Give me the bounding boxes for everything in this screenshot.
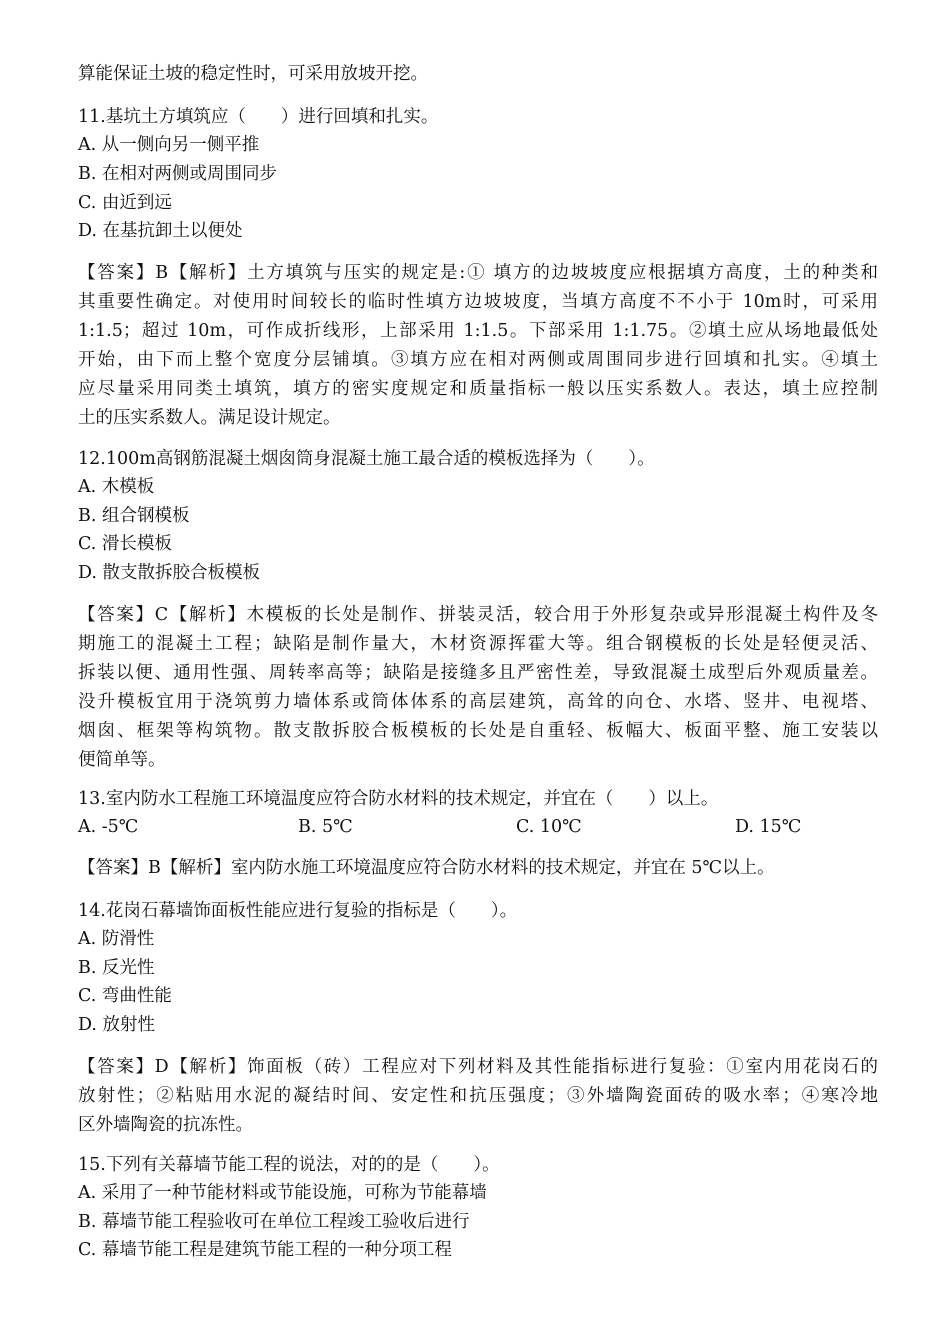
- q12-answer-line-2: 期施工的混凝土工程；缺陷是制作量大，木材资源挥霍大等。组合钢模板的长处是轻便灵活、: [78, 634, 878, 654]
- q13-option-c: C. 10℃: [516, 817, 582, 837]
- q12-answer-line-6: 便简单等。: [78, 750, 166, 770]
- q13-option-a: A. -5℃: [78, 817, 139, 837]
- q11-answer-line-1: 【答案】B【解析】土方填筑与压实的规定是:① 填方的边坡坡度应根据填方高度，土的种类和: [78, 263, 878, 283]
- q12-answer-line-5: 烟囱、框架等构筑物。散支散拆胶合板模板的长处是自重轻、板幅大、板面平整、施工安装以: [78, 721, 878, 741]
- q11-answer-line-2: 其重要性确定。对使用时间较长的临时性填方边坡坡度，当填方高度不不小于 10m时，可采用: [78, 292, 878, 312]
- q12-answer-line-3: 拆装以便、通用性强、周转率高等；缺陷是接缝多且严密性差，导致混凝土成型后外观质量差。: [78, 663, 878, 683]
- q13-answer-line-1: 【答案】B【解析】室内防水施工环境温度应符合防水材料的技术规定，并宜在 5℃以上。: [78, 858, 775, 878]
- q12-answer-line-1: 【答案】C【解析】木模板的长处是制作、拼装灵活，较合用于外形复杂或异形混凝土构件及冬: [78, 605, 878, 625]
- q14-answer-line-3: 区外墙陶瓷的抗冻性。: [78, 1115, 253, 1135]
- question-13-stem: 13.室内防水工程施工环境温度应符合防水材料的技术规定，并宜在（ ）以上。: [78, 789, 719, 809]
- q13-options-row: [78, 816, 878, 838]
- q12-answer-line-4: 没升模板宜用于浇筑剪力墙体系或筒体体系的高层建筑，高耸的向仓、水塔、竖井、电视塔、: [78, 692, 878, 712]
- q15-option-a: A. 采用了一种节能材料或节能设施，可称为节能幕墙: [78, 1183, 487, 1203]
- q15-option-b: B. 幕墙节能工程验收可在单位工程竣工验收后进行: [78, 1212, 470, 1232]
- q13-option-b: B. 5℃: [298, 817, 353, 837]
- q14-answer-line-2: 放射性；②粘贴用水泥的凝结时间、安定性和抗压强度；③外墙陶瓷面砖的吸水率；④寒冷地: [78, 1086, 878, 1106]
- question-12-stem: 12.100m高钢筋混凝土烟囱筒身混凝土施工最合适的模板选择为（ ）。: [78, 449, 655, 469]
- q12-option-c: C. 滑长模板: [78, 534, 172, 554]
- q11-option-c: C. 由近到远: [78, 193, 172, 213]
- q11-answer-line-6: 土的压实系数人。满足设计规定。: [78, 408, 341, 428]
- question-14-stem: 14.花岗石幕墙饰面板性能应进行复验的指标是（ ）。: [78, 901, 518, 921]
- q11-answer-line-4: 开始，由下而上整个宽度分层铺填。③填方应在相对两侧或周围同步进行回填和扎实。④填土: [78, 350, 878, 370]
- q11-option-b: B. 在相对两侧或周围同步: [78, 164, 277, 184]
- question-11-stem: 11.基坑土方填筑应（ ）进行回填和扎实。: [78, 107, 439, 127]
- q11-answer-line-5: 应尽量采用同类土填筑，填方的密实度规定和质量指标一般以压实系数人。表达，填土应控制: [78, 379, 878, 399]
- q12-option-b: B. 组合钢模板: [78, 506, 190, 526]
- q11-answer-line-3: 1:1.5；超过 10m，可作成折线形，上部采用 1:1.5。下部采用 1:1.75。②填土应从场地最低处: [78, 321, 878, 341]
- q14-answer-line-1: 【答案】D【解析】饰面板（砖）工程应对下列材料及其性能指标进行复验：①室内用花岗石的: [78, 1057, 878, 1077]
- q14-option-a: A. 防滑性: [78, 929, 155, 949]
- q14-option-d: D. 放射性: [78, 1015, 156, 1035]
- q14-option-c: C. 弯曲性能: [78, 986, 172, 1006]
- q12-option-d: D. 散支散拆胶合板模板: [78, 563, 261, 583]
- q12-option-a: A. 木模板: [78, 477, 155, 497]
- q15-option-c: C. 幕墙节能工程是建筑节能工程的一种分项工程: [78, 1240, 452, 1260]
- q13-option-d: D. 15℃: [735, 817, 802, 837]
- question-15-stem: 15.下列有关幕墙节能工程的说法，对的的是（ ）。: [78, 1155, 500, 1175]
- intro-text: 算能保证土坡的稳定性时，可采用放坡开挖。: [78, 64, 428, 84]
- q14-option-b: B. 反光性: [78, 958, 155, 978]
- q11-option-a: A. 从一侧向另一侧平推: [78, 135, 260, 155]
- q11-option-d: D. 在基抗卸土以便处: [78, 221, 243, 241]
